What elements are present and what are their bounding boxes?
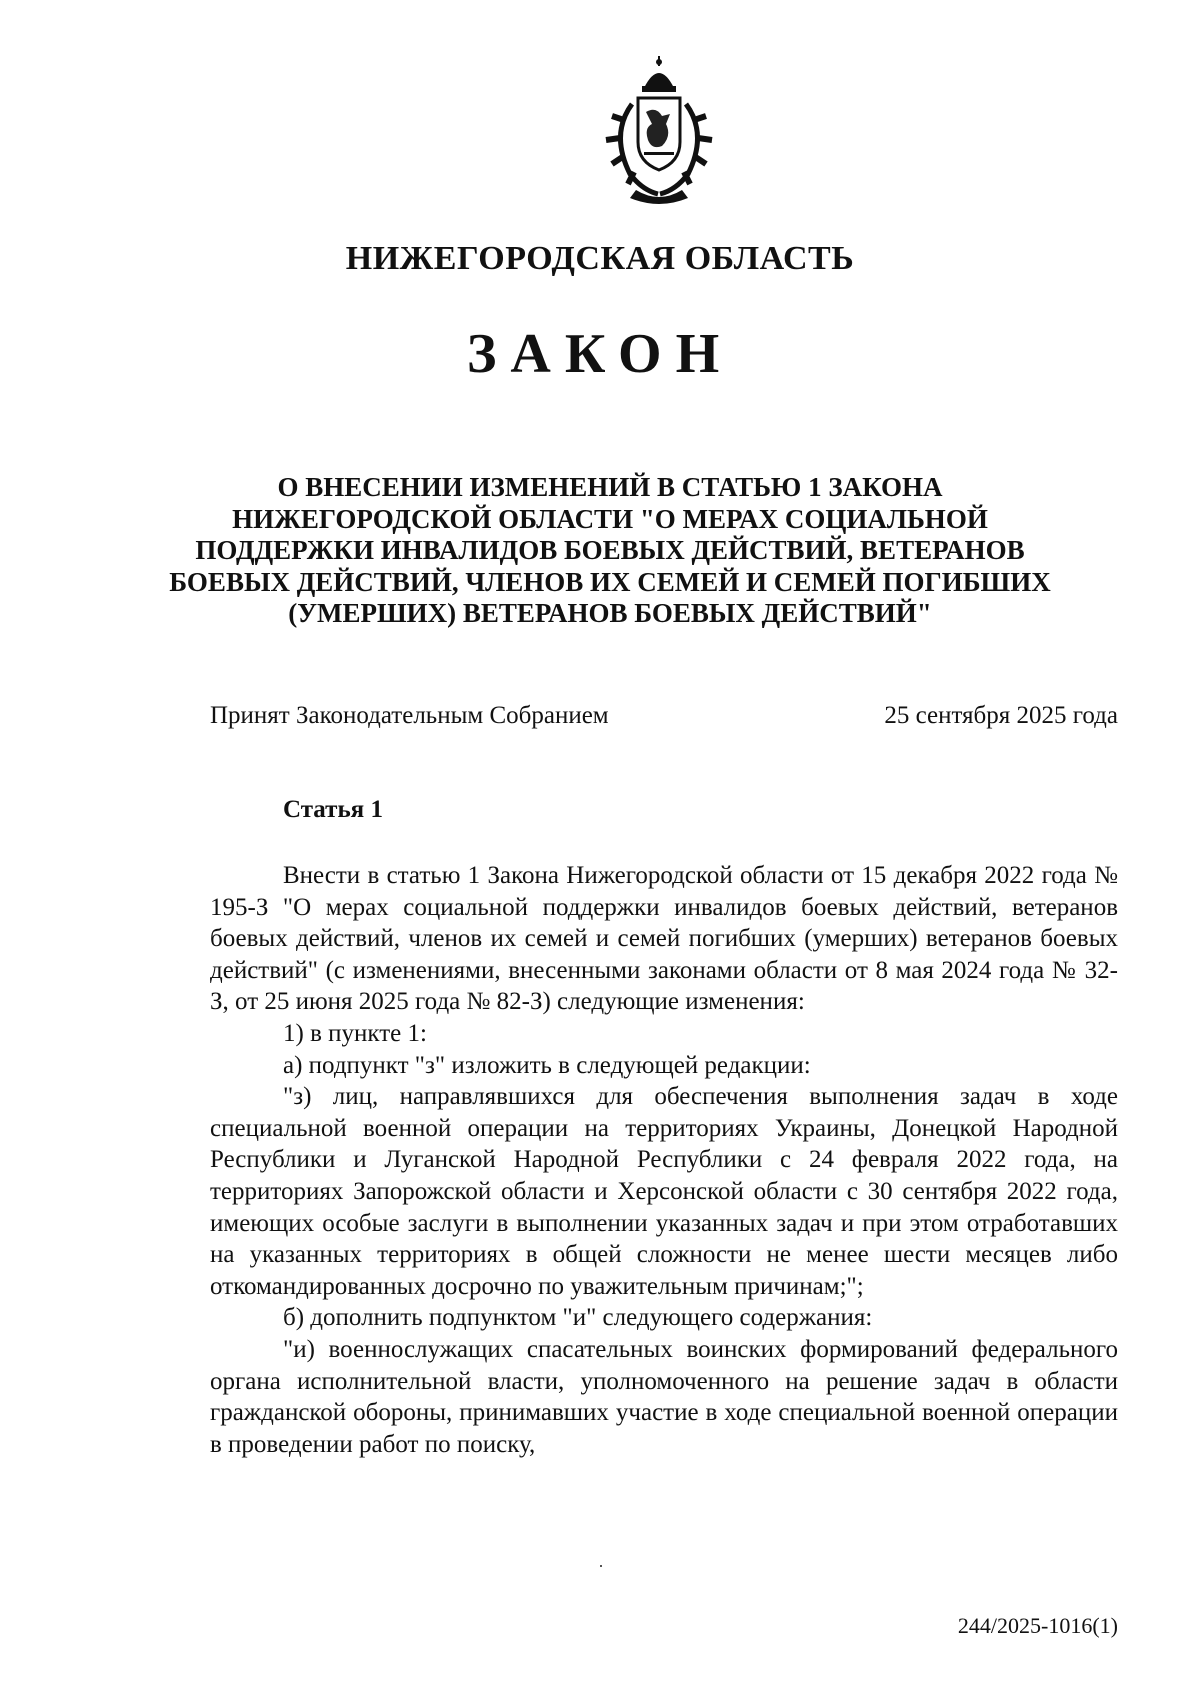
adoption-label: Принят Законодательным Собранием [210,702,609,729]
article-paragraph: б) дополнить подпунктом "и" следующего содержания: [283,1304,873,1332]
adoption-line [210,702,1118,730]
article-heading: Статья 1 [283,796,383,823]
scan-speck [600,1565,602,1567]
article-paragraph: "з) лиц, направлявшихся для обеспечения выполнения задач в ходе специальной военной операции на территориях Украины, Донецкой Народной Республики и Луганской Народной Республики с 24 февраля 2022 года, на территориях Запорожской области и Херсонской области с 30 сентября 2022 года, имеющих особые заслуги в выполнении указанных задач и при этом отработавших на указанных территориях в общей сложности не менее шести месяцев либо откомандированных досрочно по уважительным причинам;"; [210,1083,1118,1300]
article-paragraph: 1) в пункте 1: [283,1019,427,1047]
adoption-date: 25 сентября 2025 года [884,702,1118,729]
article-paragraph: а) подпункт "з" изложить в следующей редакции: [283,1051,811,1079]
article-paragraph: "и) военнослужащих спасательных воинских формирований федерального органа исполнительной власти, уполномоченного на решение задач в области гражданской обороны, принимавших участие в ходе специальной военной операции в проведении работ по поиску, [210,1335,1118,1458]
region-name: НИЖЕГОРОДСКАЯ ОБЛАСТЬ [345,240,855,277]
coat-of-arms-icon [596,54,722,204]
article-paragraph: Внести в статью 1 Закона Нижегородской области от 15 декабря 2022 года № 195-З "О мерах социальной поддержки инвалидов боевых действий, ветеранов боевых действий, членов их семей и семей погибших (умерших) ветеранов боевых действий" (с изменениями, внесенными законами области от 8 мая 2024 года № 32-З, от 25 июня 2025 года № 82-З) следующие изменения: [210,862,1118,1016]
document-number: 244/2025-1016(1) [957,1613,1118,1638]
article-body [210,860,1118,1460]
document-type: ЗАКОН [466,323,734,385]
law-title: О ВНЕСЕНИИ ИЗМЕНЕНИЙ В СТАТЬЮ 1 ЗАКОНА НИЖЕГОРОДСКОЙ ОБЛАСТИ "О МЕРАХ СОЦИАЛЬНОЙ ПОДДЕРЖКИ ИНВАЛИДОВ БОЕВЫХ ДЕЙСТВИЙ, ВЕТЕРАНОВ БОЕВЫХ ДЕЙСТВИЙ, ЧЛЕНОВ ИХ СЕМЕЙ И СЕМЕЙ ПОГИБШИХ (УМЕРШИХ) ВЕТЕРАНОВ БОЕВЫХ ДЕЙСТВИЙ" [169,472,1051,628]
